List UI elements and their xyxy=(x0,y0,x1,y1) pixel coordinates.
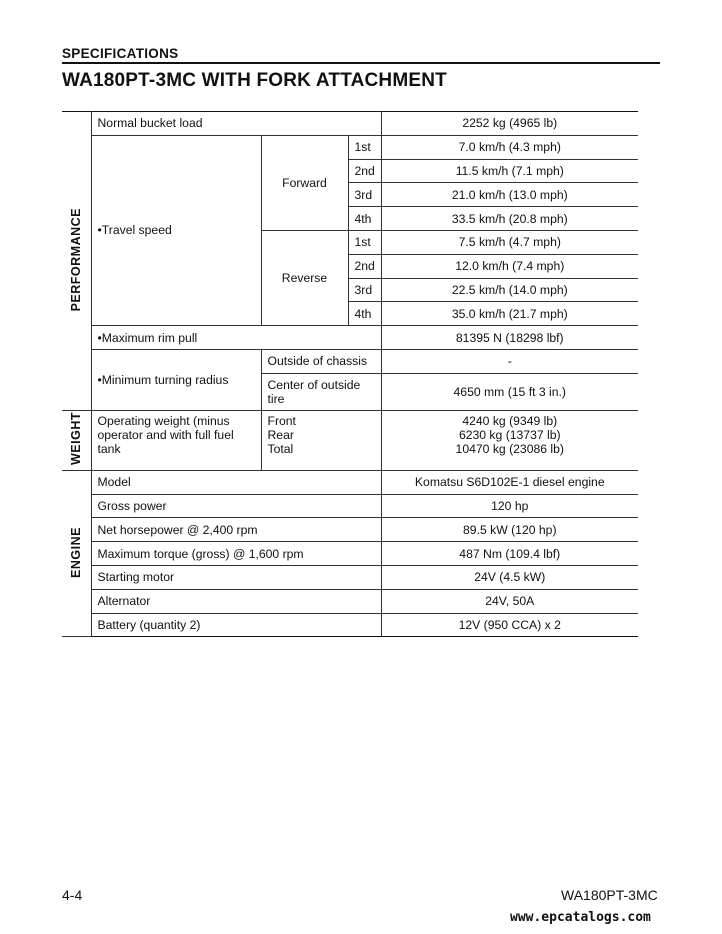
spec-value: 89.5 kW (120 hp) xyxy=(381,518,638,542)
spec-value: 35.0 km/h (21.7 mph) xyxy=(381,302,638,326)
spec-label: •Travel speed xyxy=(91,135,261,325)
section-label-performance: PERFORMANCE xyxy=(62,112,91,411)
specifications-table xyxy=(62,111,638,637)
spec-value: 487 Nm (109.4 lbf) xyxy=(381,542,638,566)
gear-label: 2nd xyxy=(348,159,381,183)
spec-value: 22.5 km/h (14.0 mph) xyxy=(381,278,638,302)
page-number: 4-4 xyxy=(62,887,83,903)
condition-label: Outside of chassis xyxy=(261,349,381,373)
table-row xyxy=(62,589,638,613)
table-row xyxy=(62,410,638,470)
direction-label: Forward xyxy=(261,135,348,230)
spec-label: Operating weight (minus operator and with full fuel tank xyxy=(91,410,261,470)
spec-value: 21.0 km/h (13.0 mph) xyxy=(381,183,638,207)
spec-label: Normal bucket load xyxy=(91,112,381,136)
gear-label: 1st xyxy=(348,135,381,159)
gear-label: 3rd xyxy=(348,183,381,207)
table-row xyxy=(62,112,638,136)
spec-value: 7.0 km/h (4.3 mph) xyxy=(381,135,638,159)
header-rule xyxy=(62,62,660,64)
table-row xyxy=(62,326,638,350)
spec-value: 81395 N (18298 lbf) xyxy=(381,326,638,350)
spec-label: Battery (quantity 2) xyxy=(91,613,381,637)
table-row xyxy=(62,135,638,159)
spec-value: 7.5 km/h (4.7 mph) xyxy=(381,230,638,254)
spec-value: 12V (950 CCA) x 2 xyxy=(381,613,638,637)
page-title: WA180PT-3MC WITH FORK ATTACHMENT xyxy=(62,70,447,91)
spec-label: Gross power xyxy=(91,494,381,518)
section-label-weight: WEIGHT xyxy=(62,410,91,470)
table-row xyxy=(62,494,638,518)
spec-value: 24V (4.5 kW) xyxy=(381,565,638,589)
gear-label: 4th xyxy=(348,302,381,326)
spec-value: - xyxy=(381,349,638,373)
spec-value: 11.5 km/h (7.1 mph) xyxy=(381,159,638,183)
spec-label: •Maximum rim pull xyxy=(91,326,381,350)
table-row xyxy=(62,470,638,494)
spec-label: Maximum torque (gross) @ 1,600 rpm xyxy=(91,542,381,566)
spec-value: 24V, 50A xyxy=(381,589,638,613)
spec-value: 12.0 km/h (7.4 mph) xyxy=(381,254,638,278)
weight-axle-labels: Front Rear Total xyxy=(261,410,381,470)
spec-value: Komatsu S6D102E-1 diesel engine xyxy=(381,470,638,494)
table-row xyxy=(62,542,638,566)
spec-value: 4650 mm (15 ft 3 in.) xyxy=(381,373,638,410)
watermark-text: www.epcatalogs.com xyxy=(510,910,651,925)
direction-label: Reverse xyxy=(261,230,348,325)
section-label-engine: ENGINE xyxy=(62,470,91,637)
weight-values: 4240 kg (9349 lb) 6230 kg (13737 lb) 10470 kg (23086 lb) xyxy=(381,410,638,470)
table-row xyxy=(62,349,638,373)
spec-label: Alternator xyxy=(91,589,381,613)
gear-label: 3rd xyxy=(348,278,381,302)
spec-label: Net horsepower @ 2,400 rpm xyxy=(91,518,381,542)
section-header: SPECIFICATIONS xyxy=(62,46,179,61)
gear-label: 4th xyxy=(348,207,381,231)
footer-model: WA180PT-3MC xyxy=(561,887,658,903)
spec-label: Starting motor xyxy=(91,565,381,589)
spec-label: •Minimum turning radius xyxy=(91,349,261,410)
gear-label: 1st xyxy=(348,230,381,254)
table-row xyxy=(62,565,638,589)
condition-label: Center of outside tire xyxy=(261,373,381,410)
spec-value: 2252 kg (4965 lb) xyxy=(381,112,638,136)
table-row xyxy=(62,518,638,542)
gear-label: 2nd xyxy=(348,254,381,278)
table-row xyxy=(62,613,638,637)
spec-value: 120 hp xyxy=(381,494,638,518)
spec-label: Model xyxy=(91,470,381,494)
spec-value: 33.5 km/h (20.8 mph) xyxy=(381,207,638,231)
